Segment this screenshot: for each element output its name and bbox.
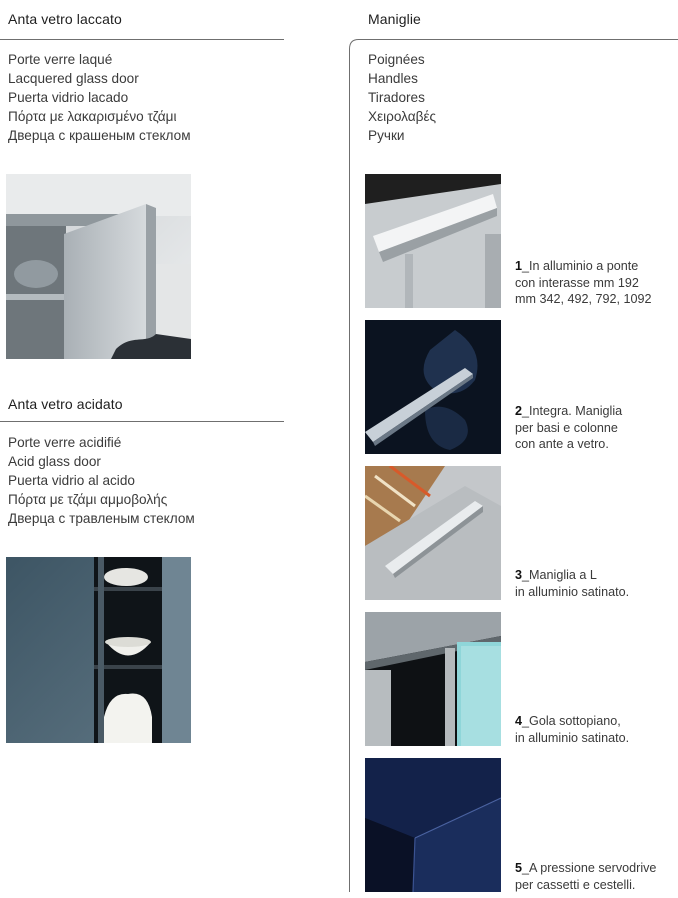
acid-name-en: Acid glass door [8, 454, 101, 469]
handles-name-el: Χειρολαβές [368, 109, 437, 124]
handle-4-photo [365, 612, 501, 746]
handles-name-ru: Ручки [368, 128, 405, 143]
handle-5-line-2: per cassetti e cestelli. [515, 877, 636, 892]
lacquered-name-fr: Porte verre laqué [8, 52, 113, 67]
handle-3-line-2: in alluminio satinato. [515, 584, 630, 599]
acid-divider [0, 421, 284, 422]
handles-divider-corner [347, 39, 359, 53]
handle-4-line-1: _Gola sottopiano, [522, 714, 621, 728]
lacquered-names [8, 50, 191, 145]
handle-2-photo [365, 320, 501, 454]
acid-name-ru: Дверца с травленым стеклом [8, 511, 195, 526]
handle-3-line-1: _Maniglia a L [522, 568, 597, 582]
handle-5-caption [515, 860, 656, 893]
handle-1-line-2: con interasse mm 192 [515, 275, 639, 290]
handle-3-photo [365, 466, 501, 600]
handle-5-number: 5 [515, 861, 523, 875]
handle-5-photo [365, 758, 501, 892]
handle-4-number: 4 [515, 714, 523, 728]
acid-name-el: Πόρτα με τζάμι αμμοβολής [8, 492, 168, 507]
handle-2-caption [515, 403, 622, 453]
acid-name-fr: Porte verre acidifié [8, 435, 122, 450]
acid-names [8, 433, 195, 528]
handles-name-fr: Poignées [368, 52, 425, 67]
handle-4-line-2: in alluminio satinato. [515, 730, 630, 745]
handle-3-number: 3 [515, 568, 523, 582]
handle-1-caption [515, 258, 652, 308]
handle-5-line-1: _A pressione servodrive [522, 861, 657, 875]
handle-2-line-1: _Integra. Maniglia [522, 404, 623, 418]
handle-1-number: 1 [515, 259, 523, 273]
lacquered-title: Anta vetro laccato [8, 11, 122, 27]
lacquered-glass-photo [6, 174, 191, 359]
handle-2-number: 2 [515, 404, 523, 418]
handles-column-border [349, 52, 350, 892]
lacquered-name-el: Πόρτα με λακαρισμένο τζάμι [8, 109, 177, 124]
handle-3-caption [515, 567, 629, 600]
handles-name-es: Tiradores [368, 90, 425, 105]
acid-glass-photo [6, 557, 191, 743]
handle-1-line-1: _In alluminio a ponte [522, 259, 639, 273]
handle-1-photo [365, 174, 501, 308]
handle-2-line-3: con ante a vetro. [515, 437, 609, 451]
handle-2-line-2: per basi e colonne [515, 420, 618, 435]
handle-4-caption [515, 713, 629, 746]
acid-title: Anta vetro acidato [8, 396, 123, 412]
lacquered-divider [0, 39, 284, 40]
acid-name-es: Puerta vidrio al acido [8, 473, 135, 488]
handle-1-line-3: mm 342, 492, 792, 1092 [515, 292, 652, 306]
lacquered-name-es: Puerta vidrio lacado [8, 90, 129, 105]
handles-names [368, 50, 436, 145]
handles-title: Maniglie [368, 11, 421, 27]
lacquered-name-ru: Дверца с крашеным стеклом [8, 128, 191, 143]
handles-name-en: Handles [368, 71, 418, 86]
handles-divider [358, 39, 678, 40]
lacquered-name-en: Lacquered glass door [8, 71, 139, 86]
